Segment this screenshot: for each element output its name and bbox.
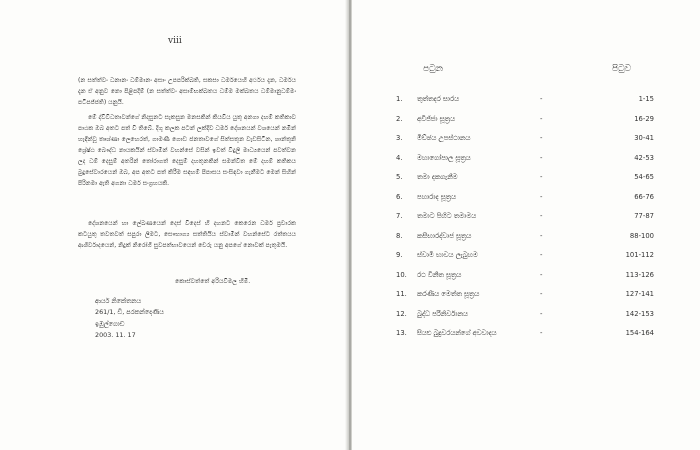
toc-header-chapter: පටුන xyxy=(423,64,443,74)
address-line: ඉඹුල්ගොඩ xyxy=(95,319,125,328)
toc-pages: 16-29 xyxy=(634,114,654,123)
toc-pages: 142-153 xyxy=(625,309,654,318)
address-line: 261/1, ඩී, පරකන්දෙණිය xyxy=(95,308,164,317)
toc-number: 2. xyxy=(396,114,403,123)
toc-title: සියළු බුදුවරයන්ගේ අවවාදය xyxy=(417,329,497,337)
toc-dash: - xyxy=(540,231,543,240)
toc-title: මිච්ඡය උපස්ථානය xyxy=(417,134,471,142)
toc-row xyxy=(0,188,700,208)
toc-dash: - xyxy=(540,114,543,123)
toc-title: තුත්තදර සාරය xyxy=(417,95,459,103)
toc-number: 7. xyxy=(396,212,403,220)
toc-row xyxy=(0,305,700,325)
table-of-contents xyxy=(0,90,700,290)
toc-pages: 30-41 xyxy=(634,134,654,142)
toc-number: 6. xyxy=(396,192,403,201)
toc-pages: 88-100 xyxy=(629,231,654,240)
toc-title: කරණීය මෙත්ත සූත්‍රය xyxy=(417,290,480,298)
toc-dash: - xyxy=(540,329,543,337)
toc-number: 13. xyxy=(396,329,407,337)
toc-row xyxy=(0,246,700,266)
toc-number: 3. xyxy=(396,134,403,142)
paragraph-2: මේ ද්විවිධතාවන්ගේ නිදසුනට සැකසුන මනසකින් කියවිය යුතු අනගා දහම් කතිකාව පාඨක ඔබ අතට පත් වී තිබේ. දිගු කලක පටන් ලක්දිව ධර්ම දේශනයන් වශයෙන් නමින් හැඳින්වූ තෘශ්ණා ලෙහෙරත්, ගාමණී ගොඩ ජනතාවගේ සිත්සතුන වැඩසිටින, ශාන්තුනි ශ්‍රේෂ්ඨ බෞද්ධ නායකයින් ස්වාමීන් වහන්සේ වසින් ඉවත් විදුලි මාධ්‍යයෙන් පවත්වන ලද ධම් දෙසුම් අතරින් තෝරාගත් දෙසුම් දහතුනකින් සමන්විත මේ දහම් කතිකය බුදුසේවාරයෙන් ඔබ, අප අතට පත් කිරීම සඳහම් පිපාසය සංසිඳවා ගැනීමට මෙන් සිහින් පිරිනමා ඇති අගනා ධර්ම සංග්‍රහයකි. xyxy=(78,114,296,187)
address-line: ආයර් නිකේතනය xyxy=(95,297,142,305)
toc-pages: 127-141 xyxy=(625,290,654,298)
toc-title: මහාගෝපාල සූත්‍රය xyxy=(417,153,471,162)
toc-row xyxy=(0,168,700,188)
toc-row xyxy=(0,110,700,130)
toc-title: කසීභාරද්වාජ සූත්‍රය xyxy=(417,231,472,240)
toc-dash: - xyxy=(540,134,543,142)
toc-title: අවිජ්ජා සූත්‍රය xyxy=(417,114,455,123)
toc-pages: 113-126 xyxy=(625,270,654,279)
toc-pages: 101-112 xyxy=(625,251,654,259)
toc-title: තමා දකගැනීම xyxy=(417,173,458,181)
toc-row xyxy=(0,207,700,227)
toc-number: 9. xyxy=(396,251,403,259)
toc-pages: 77-87 xyxy=(634,212,654,220)
toc-dash: - xyxy=(540,192,543,201)
toc-row xyxy=(0,90,700,110)
toc-pages: 1-15 xyxy=(638,95,654,103)
roman-page-number: viii xyxy=(168,36,182,46)
toc-row xyxy=(0,324,700,344)
toc-row xyxy=(0,266,700,286)
table-of-contents-continued xyxy=(0,285,700,355)
toc-title: රථ විනීත සූත්‍රය xyxy=(417,270,462,279)
toc-row xyxy=(0,149,700,169)
toc-number: 1. xyxy=(396,95,403,103)
toc-dash: - xyxy=(540,173,543,181)
toc-dash: - xyxy=(540,251,543,259)
toc-number: 4. xyxy=(396,153,403,162)
paragraph-1: (න සත්ත්වං ධනානං ධම්මානං අසාං උපපරික්ඛති, සකසා ධර්මයෙහි අර්ථය දැන, ධර්මය දැන ඒ අනුව නො පිළිපදිම් (න සත්ත්වං අසාම්භක්ඛතය ධම්ම මක්ඛතය ධම්මානුධම්මං පටිපජ්ජති) යනුයි. xyxy=(78,77,296,106)
toc-dash: - xyxy=(540,290,543,298)
toc-dash: - xyxy=(540,270,543,279)
toc-title: පහාරාද සූත්‍රය xyxy=(417,192,456,201)
toc-number: 12. xyxy=(396,309,407,318)
toc-row xyxy=(0,129,700,149)
toc-header-page: පිටුව xyxy=(612,64,632,74)
toc-dash: - xyxy=(540,153,543,162)
toc-title: ස්වාමී භාවය ලැබුහම xyxy=(417,251,478,259)
author-signature: කොස්වත්තේ අරියවිමල හිමි. xyxy=(175,278,251,285)
toc-title: තමාට පිහිට තමාමය xyxy=(417,212,477,220)
toc-number: 5. xyxy=(396,173,403,181)
toc-row xyxy=(0,285,700,305)
date-line: 2003. 11. 17 xyxy=(95,330,136,339)
toc-number: 8. xyxy=(396,231,403,240)
toc-pages: 42-53 xyxy=(634,153,654,162)
toc-number: 10. xyxy=(396,270,407,279)
toc-pages: 66-76 xyxy=(634,192,654,201)
toc-dash: - xyxy=(540,212,543,220)
toc-row xyxy=(0,227,700,247)
toc-pages: 154-164 xyxy=(625,329,654,337)
toc-dash: - xyxy=(540,309,543,318)
toc-pages: 54-65 xyxy=(634,173,654,181)
paragraph-3: දේශනයෙන් හා ලේඛණයෙන් දෙස් විදෙස් හි දහනට කෙරෙන ධර්ම ප්‍රචාරක කටයුතු තවතවත් සපුරා ලීමට, සෞභාග්‍ය සත්තියිය ස්වාමීන් වහන්සේට රත්තයය ආශිර්වාදයෙන්, නිදුක් නිරෝගී සුවපත්භාවයෙන් චෙරු යනු අපගේ නොවක් පැතුමයි. xyxy=(78,220,296,249)
toc-dash: - xyxy=(540,95,543,103)
toc-title: බුද්ධ පරිනිර්වානය xyxy=(417,309,468,318)
toc-number: 11. xyxy=(396,290,407,298)
